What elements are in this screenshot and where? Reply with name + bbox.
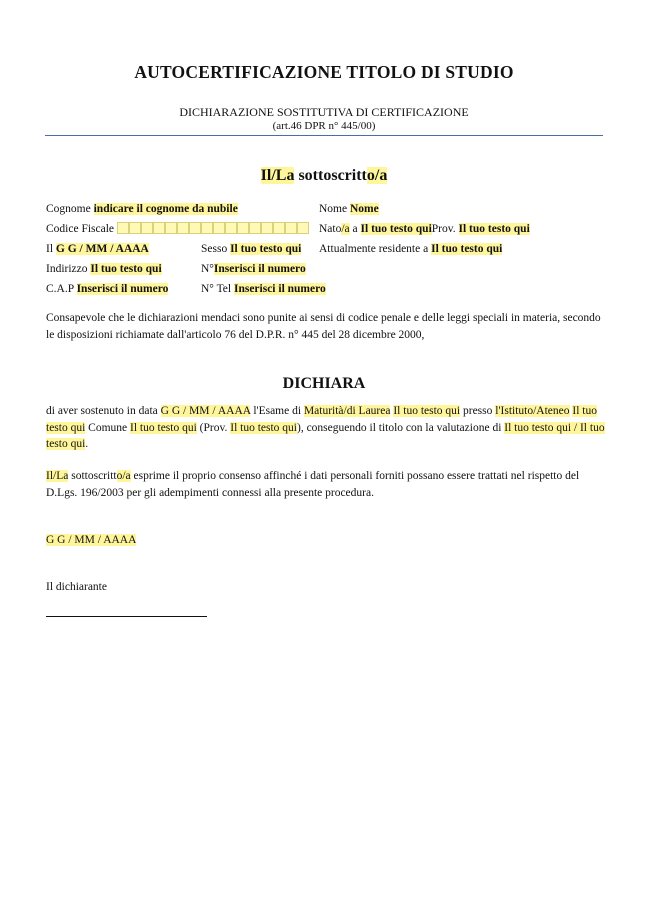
consapevole-paragraph: Consapevole che le dichiarazioni mendaci sono punite ai sensi di codice penale e delle leggi speciali in materia, secondo le disposizioni richiamate dall'articolo 76 del D.P.R. n° 445 del 28 dicembre 2000, <box>46 312 601 341</box>
law-reference: (art.46 DPR n° 445/00) <box>272 120 376 132</box>
nome-label: Nome <box>319 203 350 215</box>
il-label: Il <box>46 243 56 255</box>
prov-field[interactable]: Il tuo testo qui <box>230 421 297 434</box>
indirizzo-row <box>46 262 162 276</box>
residenza-row <box>319 242 502 256</box>
dichiara-heading: DICHIARA <box>282 375 366 392</box>
footer-date-row <box>46 533 136 547</box>
header-divider <box>45 135 603 136</box>
dichiarante-label: Il dichiarante <box>46 581 107 593</box>
signature-line[interactable] <box>46 616 207 617</box>
valutazione-field[interactable]: Il tuo testo qui / Il tuo testo qui <box>46 421 605 450</box>
telefono-label: N° Tel <box>201 283 234 295</box>
consenso-text-2: esprime il proprio consenso affinché i dati personali forniti possano essere trattati nel rispetto del D.Lgs. 196/2003 per gli adempimenti connessi alla presente procedura. <box>46 470 580 499</box>
dichiara-text-2: l'Esame di <box>250 405 304 417</box>
data-nascita-row <box>46 242 149 256</box>
cap-field[interactable]: Inserisci il numero <box>76 283 169 295</box>
consenso-o-a[interactable]: o/a <box>116 470 131 482</box>
sesso-label: Sesso <box>201 243 231 255</box>
prov-nascita-field[interactable]: Il tuo testo qui <box>458 223 530 235</box>
nato-label: Nato <box>319 223 342 235</box>
cognome-field[interactable]: indicare il cognome da nubile <box>93 203 238 215</box>
nome-row <box>319 202 379 216</box>
cognome-row <box>46 202 238 216</box>
nome-field[interactable]: Nome <box>349 203 379 215</box>
residente-label: Attualmente residente a <box>319 243 432 255</box>
istituto-field[interactable]: Il tuo testo qui <box>46 405 597 434</box>
nato-a-label: a <box>349 223 361 235</box>
indirizzo-label: Indirizzo <box>46 263 91 275</box>
indirizzo-field[interactable]: Il tuo testo qui <box>90 263 162 275</box>
comune-field[interactable]: Il tuo testo qui <box>130 421 197 434</box>
codice-fiscale-label: Codice Fiscale <box>46 223 117 235</box>
civico-field[interactable]: Inserisci il numero <box>213 263 306 275</box>
footer-date-field[interactable]: G G / MM / AAAA <box>46 534 137 546</box>
heading-il-la[interactable]: Il/La <box>260 167 295 184</box>
dichiara-text-1: di aver sostenuto in data <box>46 405 161 417</box>
heading-sottoscritt: sottoscritt <box>294 167 367 184</box>
istituto-label[interactable]: l'Istituto/Ateneo <box>495 405 570 417</box>
civico-label: N° <box>201 263 214 275</box>
heading-o-a[interactable]: o/a <box>366 167 388 184</box>
cap-label: C.A.P <box>46 283 77 295</box>
document-subtitle: DICHIARAZIONE SOSTITUTIVA DI CERTIFICAZIONE <box>179 105 469 119</box>
cap-row <box>46 282 168 296</box>
dichiara-text-6: Comune <box>85 421 131 434</box>
esame-testo-field[interactable]: Il tuo testo qui <box>393 405 461 417</box>
dichiara-text-7: (Prov. <box>196 421 231 434</box>
codice-fiscale-row <box>46 222 309 238</box>
civico-row <box>201 262 306 276</box>
dichiara-text-8: ), conseguendo il titolo con la valutazione di <box>297 421 505 434</box>
prov-label: Prov. <box>431 223 459 235</box>
codice-fiscale-field[interactable] <box>117 222 309 238</box>
sesso-row <box>201 242 301 256</box>
cognome-label: Cognome <box>46 203 94 215</box>
consenso-il-la[interactable]: Il/La <box>46 470 69 482</box>
sesso-field[interactable]: Il tuo testo qui <box>230 243 302 255</box>
luogo-nascita-field[interactable]: Il tuo testo qui <box>360 223 432 235</box>
dichiara-paragraph <box>46 403 606 453</box>
residenza-field[interactable]: Il tuo testo qui <box>431 243 503 255</box>
data-nascita-field[interactable]: G G / MM / AAAA <box>55 243 149 255</box>
consenso-paragraph <box>46 468 606 501</box>
dichiara-text-4: presso <box>460 405 496 417</box>
document-title: AUTOCERTIFICAZIONE TITOLO DI STUDIO <box>134 62 514 82</box>
telefono-field[interactable]: Inserisci il numero <box>233 283 326 295</box>
section-heading <box>0 167 648 185</box>
tipo-esame-field[interactable]: Maturità/di Laurea <box>303 405 391 417</box>
data-esame-field[interactable]: G G / MM / AAAA <box>160 405 251 417</box>
telefono-row <box>201 282 326 296</box>
nato-suffix[interactable]: /a <box>341 223 350 235</box>
consenso-text-1: sottoscritt <box>68 470 117 482</box>
nato-row <box>319 222 530 236</box>
dichiara-text-9: . <box>85 438 89 450</box>
